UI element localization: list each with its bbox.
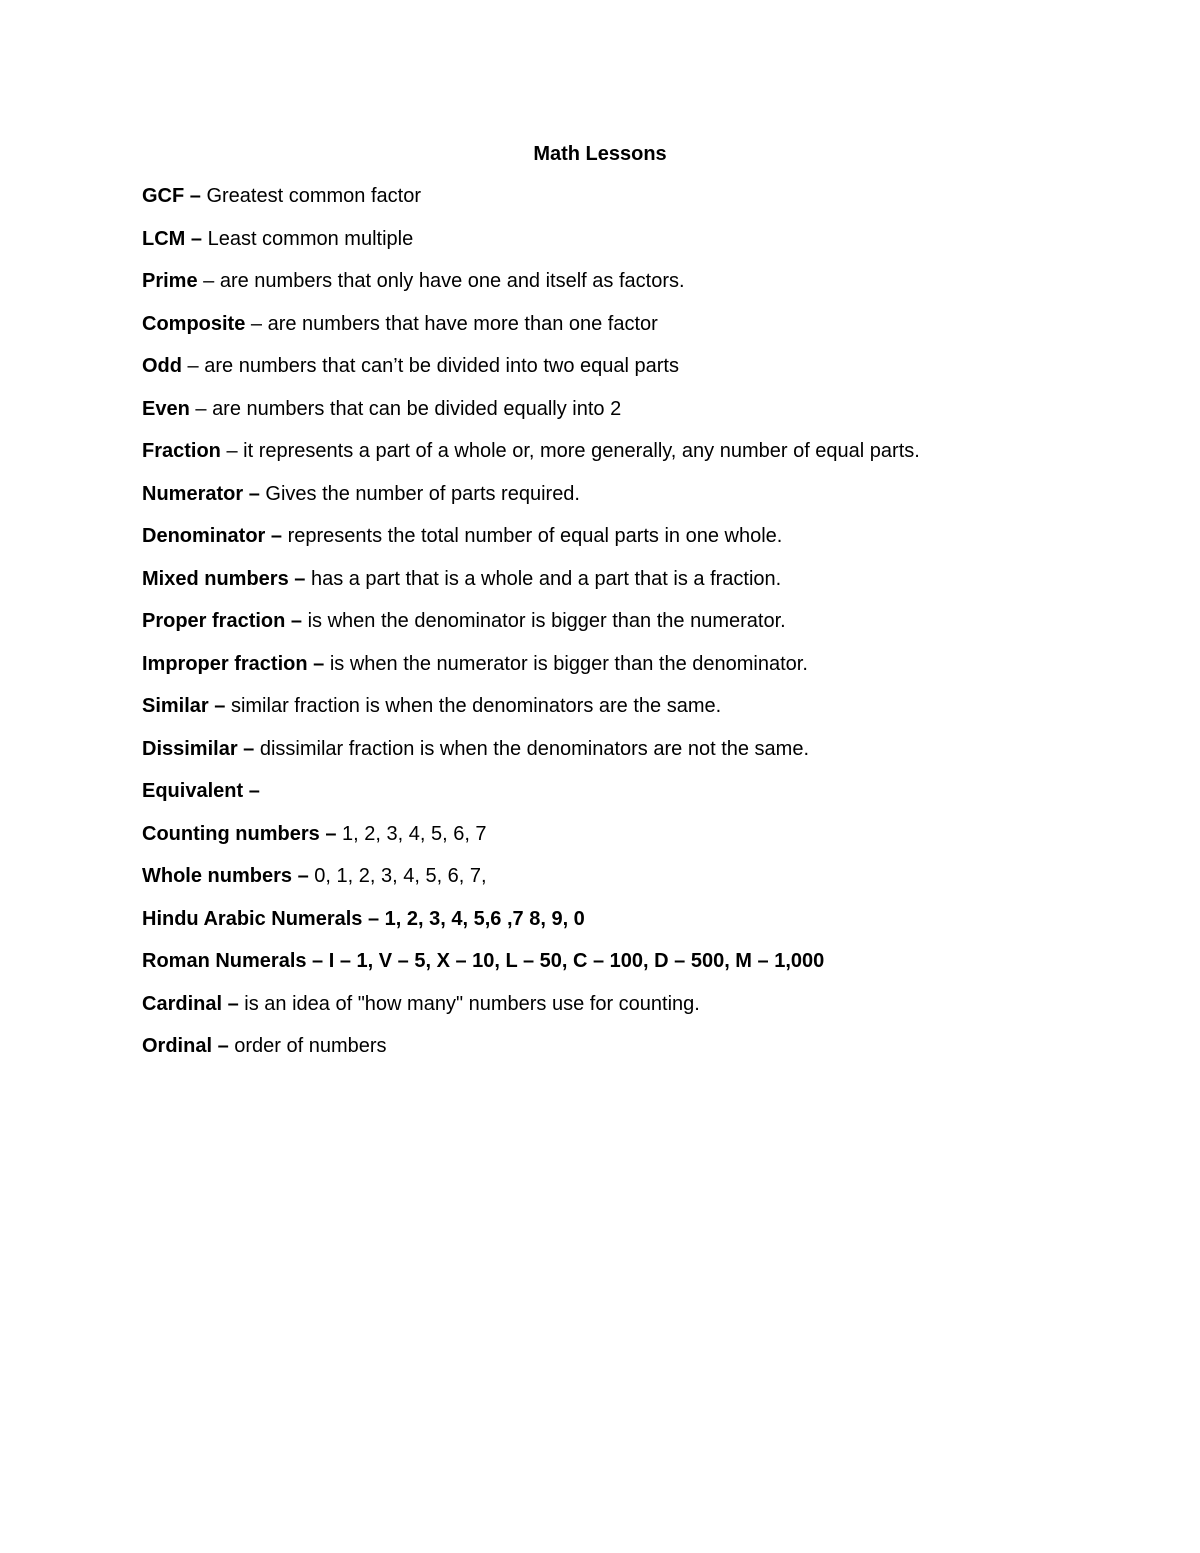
- definition-entry: [142, 1033, 1142, 1076]
- definition-separator: –: [245, 312, 268, 335]
- definition-term: GCF: [142, 185, 185, 207]
- definition-text: dissimilar fraction is when the denominators are not the same.: [259, 737, 810, 760]
- definition-text: is an idea of "how many" numbers use for counting.: [244, 992, 700, 1015]
- definition-entry: [142, 948, 1142, 991]
- definition-term: Whole numbers: [142, 865, 293, 887]
- definition-term: Similar: [142, 695, 209, 717]
- definition-entry: [142, 651, 1142, 694]
- definition-entry: [142, 523, 1142, 566]
- definition-term: Even: [142, 397, 190, 420]
- definition-entry: [142, 863, 1142, 906]
- definition-separator: –: [307, 652, 330, 675]
- definition-separator: –: [319, 822, 343, 845]
- definition-entry: [142, 906, 1142, 949]
- definition-entry: [142, 991, 1142, 1034]
- definition-text: Greatest common factor: [206, 185, 421, 207]
- definition-separator: –: [237, 737, 260, 760]
- definition-separator: –: [306, 950, 329, 972]
- definition-separator: –: [189, 397, 213, 420]
- definition-entry: [142, 268, 1142, 311]
- definition-separator: –: [285, 610, 308, 632]
- definition-term: Counting numbers: [142, 822, 320, 845]
- definition-separator: –: [197, 270, 220, 292]
- definition-entry: [142, 183, 1142, 226]
- definition-entry: [142, 396, 1142, 439]
- definition-term: Denominator: [142, 525, 266, 547]
- definition-text: are numbers that have more than one factor: [267, 312, 658, 335]
- definition-text: order of numbers: [234, 1035, 387, 1057]
- definition-term: Prime: [142, 270, 198, 292]
- definition-entry: [142, 736, 1142, 779]
- definition-term: Cardinal: [142, 992, 223, 1015]
- definition-text: it represents a part of a whole or, more generally, any number of equal parts.: [243, 440, 920, 462]
- definition-separator: –: [292, 865, 315, 887]
- definition-text: 0, 1, 2, 3, 4, 5, 6, 7,: [314, 865, 487, 887]
- definition-term: Proper fraction: [142, 610, 286, 632]
- definition-separator: –: [288, 567, 311, 590]
- definition-term: Numerator: [142, 482, 244, 505]
- definition-term: Ordinal: [142, 1035, 213, 1057]
- definition-text: is when the numerator is bigger than the denominator.: [329, 652, 808, 675]
- definition-separator: –: [220, 440, 244, 462]
- definition-text: similar fraction is when the denominators are the same.: [230, 695, 722, 717]
- definition-entry: [142, 566, 1142, 609]
- definition-entry: [142, 438, 1142, 481]
- definition-separator: –: [243, 482, 266, 505]
- definition-entry: [142, 311, 1142, 354]
- definition-term: Fraction: [142, 440, 221, 462]
- definition-entry: [142, 778, 1142, 821]
- definition-separator: –: [265, 525, 288, 547]
- definition-entry: [142, 693, 1142, 736]
- definition-entry: [142, 226, 1142, 269]
- definition-separator: –: [184, 185, 207, 207]
- definition-entry: [142, 481, 1142, 524]
- definition-term: Hindu Arabic Numerals: [142, 907, 363, 930]
- document-title: Math Lessons: [533, 143, 667, 165]
- definition-text: Gives the number of parts required.: [265, 482, 580, 505]
- definition-text: Least common multiple: [207, 227, 414, 250]
- definition-separator: –: [222, 992, 245, 1015]
- definition-separator: –: [208, 695, 231, 717]
- definition-term: Improper fraction: [142, 652, 308, 675]
- definition-separator: –: [362, 907, 385, 930]
- definition-separator: –: [182, 355, 205, 377]
- definition-entry: [142, 821, 1142, 864]
- definition-term: Dissimilar: [142, 737, 238, 760]
- definition-entry: [142, 608, 1142, 651]
- definition-text: I – 1, V – 5, X – 10, L – 50, C – 100, D – 500, M – 1,000: [328, 950, 825, 972]
- definition-entry: [142, 353, 1142, 396]
- definition-text: are numbers that can’t be divided into two equal parts: [204, 355, 679, 377]
- definition-term: Mixed numbers: [142, 567, 289, 590]
- definition-term: Equivalent: [142, 780, 244, 802]
- definition-text: 1, 2, 3, 4, 5, 6, 7: [342, 822, 487, 845]
- definition-text: 1, 2, 3, 4, 5,6 ,7 8, 9, 0: [384, 907, 585, 930]
- definition-separator: –: [185, 227, 208, 250]
- definition-text: is when the denominator is bigger than the numerator.: [307, 610, 786, 632]
- definition-list: [142, 183, 1142, 1076]
- definition-separator: –: [243, 780, 260, 802]
- definition-text: represents the total number of equal parts in one whole.: [287, 525, 783, 547]
- definition-term: Roman Numerals: [142, 950, 307, 972]
- definition-term: Odd: [142, 355, 182, 377]
- definition-text: are numbers that can be divided equally into 2: [212, 397, 622, 420]
- definition-text: has a part that is a whole and a part that is a fraction.: [310, 567, 782, 590]
- definition-term: LCM: [142, 227, 186, 250]
- definition-text: are numbers that only have one and itself as factors.: [219, 270, 685, 292]
- definition-term: Composite: [142, 312, 246, 335]
- definition-separator: –: [212, 1035, 235, 1057]
